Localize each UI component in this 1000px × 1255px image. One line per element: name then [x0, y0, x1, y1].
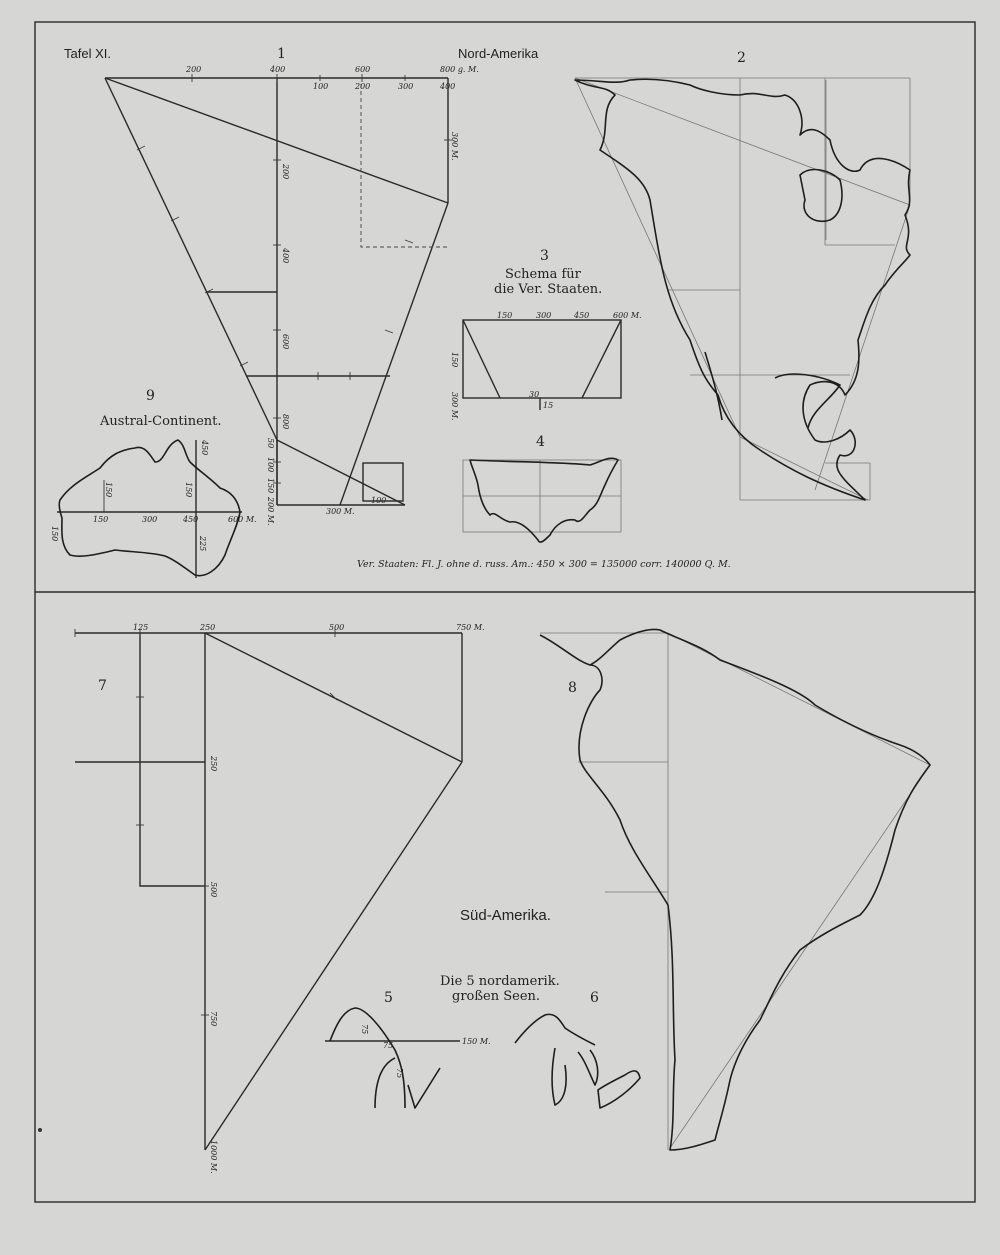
fig5-v-mark [408, 1068, 440, 1108]
fig7-top-tick-500: 500 [329, 623, 345, 632]
fig1-vtick-200: 200 [281, 164, 290, 180]
figure-2-north-america-map [575, 50, 910, 500]
fig6-lake-michigan [552, 1048, 566, 1105]
figure-9-australia [50, 388, 257, 578]
fig9-h-tick-150: 150 [93, 515, 109, 524]
fig7-top-tick-250: 250 [200, 623, 216, 632]
fig6-lake-erie-ontario [598, 1071, 640, 1108]
fig9-h-tick-450: 450 [183, 515, 199, 524]
fig7-vtick-750: 750 [209, 1011, 218, 1027]
fig1-inner-tick-400: 400 [440, 82, 456, 91]
figure-4-number: 4 [536, 434, 545, 450]
figure-3-us-schema [450, 248, 642, 421]
fig7-vtick-1000: 1000 M. [209, 1140, 218, 1174]
fig9-australia-outline [59, 440, 240, 576]
fig1-vtick-800: 800 [281, 414, 290, 430]
figure-4-us-map [463, 434, 621, 542]
fig7-top-tick-125: 125 [133, 623, 149, 632]
fig9-v-tick-150a: 150 [104, 482, 113, 498]
fig3-top-tick-450: 450 [574, 311, 590, 320]
fig1-vtick-150: 150 [266, 478, 275, 494]
fig1-top-tick-600: 600 [355, 65, 371, 74]
fig9-h-tick-300: 300 [142, 515, 158, 524]
fig7-vtick-500: 500 [209, 882, 218, 898]
fig7-top-tick-750: 750 M. [456, 623, 485, 632]
fig5-title-line2: großen Seen. [452, 989, 541, 1004]
figure-3-number: 3 [540, 248, 549, 264]
fig4-us-outline [470, 458, 618, 542]
fig1-side-300: 300 M. [450, 132, 459, 161]
fig9-title: Austral-Continent. [100, 414, 222, 429]
fig2-gulf-coast [705, 352, 840, 428]
fig3-title-line2: die Ver. Staaten. [494, 282, 603, 297]
fig7-vtick-250: 250 [209, 756, 218, 772]
fig1-vtick-100: 100 [266, 457, 275, 473]
fig1-bottom-300: 300 M. [326, 507, 355, 516]
figure-7-construction [75, 623, 485, 1174]
fig9-h-tick-600: 600 M. [228, 515, 257, 524]
south-america-title: Süd-Amerika. [460, 907, 551, 924]
figure-6-great-lakes [515, 990, 640, 1108]
plate-border [35, 22, 975, 1202]
fig9-left-tick: 150 [50, 526, 59, 542]
fig1-dashed-box [361, 84, 448, 247]
fig5-small-arch [375, 1058, 395, 1108]
fig9-v-tick-450: 450 [200, 440, 209, 456]
fig3-rectangle [463, 320, 621, 398]
fig7-long-slant [205, 762, 462, 1150]
fig3-top-tick-150: 150 [497, 311, 513, 320]
fig5-tick-75b: 75 [383, 1041, 394, 1050]
fig2-coastline [575, 79, 910, 500]
fig3-left-slant [463, 320, 500, 398]
figure-9-number: 9 [146, 388, 155, 404]
fig7-tick-marks [75, 629, 337, 1015]
fig1-inner-tick-300: 300 [398, 82, 414, 91]
fig1-inner-tick-100: 100 [313, 82, 329, 91]
fig1-box-100: 100 [371, 496, 387, 505]
fig3-right-slant [582, 320, 621, 398]
fig1-vtick-200m: 200 M. [266, 497, 275, 526]
fig1-vtick-400: 400 [281, 248, 290, 264]
figure-1-number: 1 [277, 46, 286, 62]
fig3-bottom-15: 15 [543, 401, 554, 410]
figure-5-lakes-schema [325, 974, 560, 1108]
figure-1-construction [105, 46, 479, 526]
fig1-inner-tick-200: 200 [355, 82, 371, 91]
fig2-hudson-bay [800, 170, 842, 222]
fig3-top-tick-300: 300 [536, 311, 552, 320]
fig1-vtick-50: 50 [266, 438, 275, 449]
plate-label: Tafel XI. [64, 46, 111, 61]
figure-6-number: 6 [590, 990, 599, 1006]
fig1-top-tick-200: 200 [186, 65, 202, 74]
fig5-tick-75c: 75 [395, 1068, 404, 1079]
north-america-title: Nord-Amerika [458, 46, 539, 61]
fig9-v-tick-225: 225 [198, 536, 207, 552]
fig3-left-tick-300: 300 M. [450, 392, 459, 421]
fig6-lake-huron [578, 1050, 598, 1085]
fig1-top-tick-400: 400 [270, 65, 286, 74]
fig3-top-tick-600: 600 M. [613, 311, 642, 320]
figure-7-number: 7 [98, 678, 107, 694]
fig1-top-tick-800: 800 g. M. [440, 65, 479, 74]
us-area-caption: Ver. Staaten: Fl. J. ohne d. russ. Am.: 450 × 300 = 135000 corr. 140000 Q. M. [357, 559, 731, 570]
fig9-v-tick-150b: 150 [184, 482, 193, 498]
figure-5-number: 5 [384, 990, 393, 1006]
fig1-vtick-600: 600 [281, 334, 290, 350]
fig7-diagonal [205, 633, 462, 762]
fig1-right-slant [340, 203, 448, 505]
fig3-bottom-30: 30 [529, 390, 540, 399]
fig5-title-line1: Die 5 nordamerik. [440, 974, 560, 989]
fig6-lake-superior [515, 1014, 595, 1045]
fig3-title-line1: Schema für [505, 267, 581, 282]
fig1-left-slant [105, 78, 277, 440]
fig3-left-tick-150: 150 [450, 352, 459, 368]
fig7-inner-step [140, 633, 205, 886]
fig5-tick-75a: 75 [360, 1024, 369, 1035]
fig5-tick-150: 150 M. [462, 1037, 491, 1046]
margin-dot [38, 1128, 42, 1132]
figure-2-number: 2 [737, 50, 746, 66]
figure-8-number: 8 [568, 680, 577, 696]
